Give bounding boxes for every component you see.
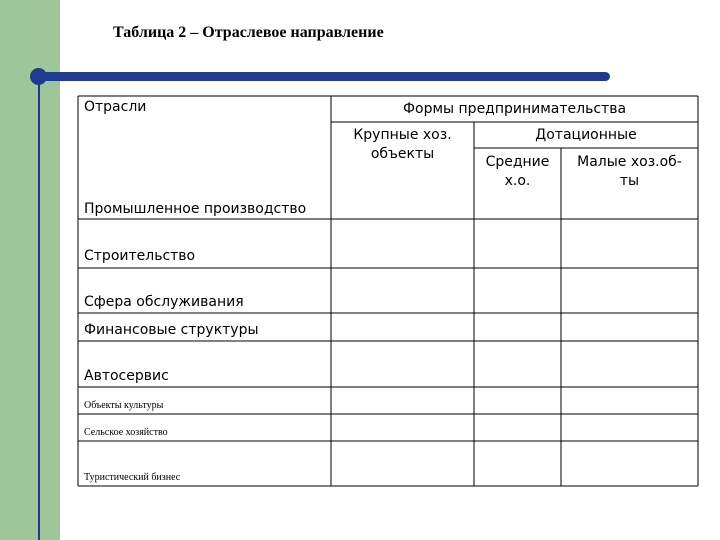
left-accent-band — [0, 0, 60, 540]
row-label-industry: Промышленное производство — [84, 201, 307, 217]
title-divider-bar — [34, 72, 610, 81]
header-branches: Отрасли — [84, 99, 147, 115]
header-large-line2: объекты — [370, 146, 435, 162]
row-label-tourism: Туристический бизнес — [84, 472, 181, 483]
header-small-line2: ты — [619, 173, 640, 189]
row-label-culture: Объекты культуры — [84, 400, 164, 411]
row-label-auto-service: Автосервис — [84, 368, 169, 384]
header-medium-line2: х.о. — [504, 173, 531, 189]
row-label-finance: Финансовые структуры — [84, 322, 259, 338]
header-subsidized: Дотационные — [535, 127, 637, 143]
header-business-forms: Формы предпринимательства — [402, 101, 627, 117]
header-large-line1: Крупные хоз. — [353, 127, 452, 143]
left-vertical-rule — [38, 80, 40, 540]
row-label-agriculture: Сельское хозяйство — [84, 427, 168, 438]
header-small-line1: Малые хоз.об- — [577, 154, 682, 170]
page-title: Таблица 2 – Отраслевое направление — [113, 24, 384, 41]
header-medium-line1: Средние — [485, 154, 550, 170]
row-label-construction: Строительство — [84, 248, 196, 264]
row-label-services: Сфера обслуживания — [84, 294, 244, 310]
